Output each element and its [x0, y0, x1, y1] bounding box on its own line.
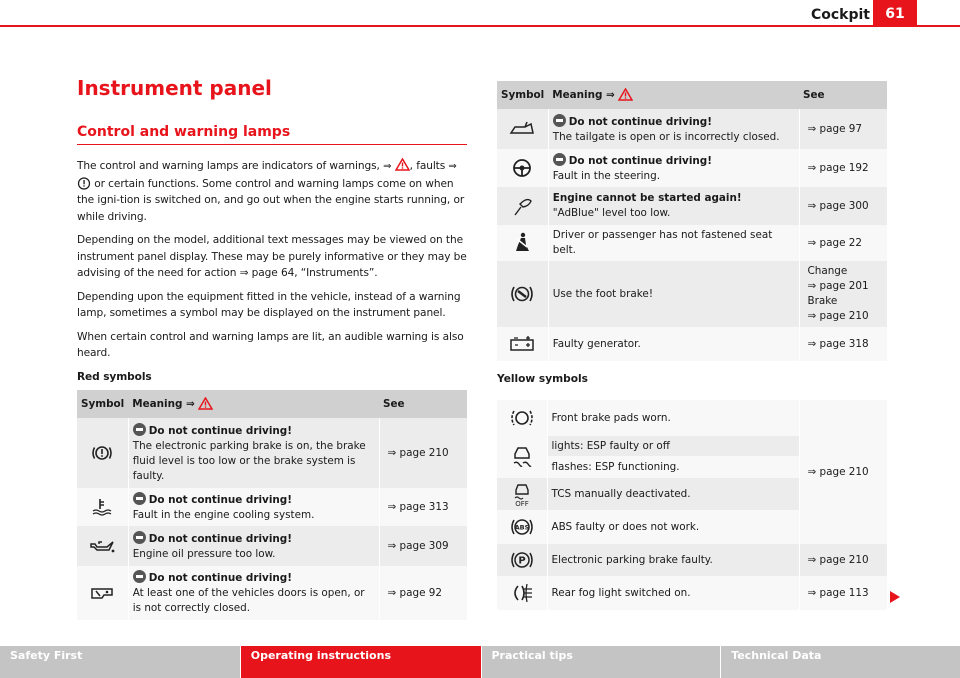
foot-brake-icon — [509, 283, 535, 305]
red-symbols-label: Red symbols — [77, 370, 152, 383]
footer-nav — [0, 646, 960, 678]
col-symbol: Symbol — [497, 81, 548, 109]
footer-tab-technical-data[interactable]: Technical Data — [721, 646, 960, 678]
table-row: Do not continue driving! At least one of the vehicles doors is open, or is not correctly closed. ⇒ page 92 — [77, 566, 467, 620]
page-number: 61 — [873, 0, 917, 27]
intro-paragraph-3: Depending upon the equipment fitted in the vehicle, instead of a warning lamp, sometimes a symbol may be displayed on the instrument panel. — [77, 290, 461, 319]
table-row: Rear fog light switched on. ⇒ page 113 — [497, 576, 887, 610]
table-row: Driver or passenger has not fastened seat belt. ⇒ page 22 — [497, 225, 887, 261]
intro-text — [77, 158, 469, 392]
intro-paragraph-2: Depending on the model, additional text messages may be viewed on the instrument panel display. These may be purely informative or they may be advising of the need for action ⇒ page 64, “Instruments”. — [77, 234, 467, 279]
table-row: Do not continue driving! Engine oil pressure too low. ⇒ page 309 — [77, 526, 467, 566]
col-see: See — [799, 81, 887, 109]
red-symbols-table-right — [497, 81, 887, 361]
table-row: flashes: ESP functioning. — [497, 456, 887, 478]
parking-brake-icon — [509, 549, 535, 571]
footer-tab-safety-first[interactable]: Safety First — [0, 646, 240, 678]
brake-warning-icon — [91, 444, 113, 462]
stop-icon — [133, 531, 146, 544]
stop-icon — [133, 570, 146, 583]
table-row: Do not continue driving! The tailgate is open or is incorrectly closed. ⇒ page 97 — [497, 109, 887, 149]
svg-text:OFF: OFF — [514, 500, 529, 507]
red-symbols-table-left — [77, 390, 467, 620]
esp-icon — [511, 444, 533, 470]
generator-icon — [509, 336, 535, 352]
subsection-title: Control and warning lamps — [77, 124, 291, 140]
stop-icon — [133, 423, 146, 436]
yellow-symbols-table — [497, 400, 887, 610]
door-open-icon — [90, 585, 114, 601]
oil-pressure-icon — [89, 538, 115, 554]
warning-triangle-icon — [395, 158, 410, 171]
header-rule — [0, 25, 960, 27]
table-row: P Electronic parking brake faulty. ⇒ page 210 — [497, 544, 887, 576]
intro-paragraph-4: When certain control and warning lamps are lit, an audible warning is also heard. — [77, 330, 464, 359]
svg-text:P: P — [518, 555, 526, 567]
fault-circle-icon — [77, 177, 91, 190]
steering-icon — [511, 158, 533, 178]
seatbelt-icon — [512, 232, 532, 254]
section-title: Instrument panel — [77, 76, 272, 100]
stop-icon — [553, 153, 566, 166]
svg-text:ABS: ABS — [514, 523, 530, 532]
table-row: Faulty generator. ⇒ page 318 — [497, 327, 887, 361]
table-row: Use the foot brake! Change ⇒ page 201 Brake ⇒ page 210 — [497, 261, 887, 327]
table-header-row — [77, 390, 467, 418]
stop-icon — [133, 492, 146, 505]
table-header-row — [497, 81, 887, 109]
rear-fog-light-icon — [510, 583, 534, 603]
chapter-title: Cockpit — [810, 7, 870, 23]
subsection-rule — [77, 144, 467, 145]
table-row: Do not continue driving! Fault in the engine cooling system. ⇒ page 313 — [77, 488, 467, 526]
table-row: OFF TCS manually deactivated. — [497, 478, 887, 510]
table-row: Engine cannot be started again! "AdBlue" level too low. ⇒ page 300 — [497, 187, 887, 225]
table-row: Do not continue driving! The electronic parking brake is on, the brake fluid level is too low or the brake system is faulty. ⇒ page 210 — [77, 418, 467, 488]
col-see: See — [379, 390, 467, 418]
warning-triangle-icon — [198, 397, 213, 410]
warning-triangle-icon — [618, 88, 633, 101]
footer-tab-operating-instructions[interactable]: Operating instructions — [241, 646, 481, 678]
col-symbol: Symbol — [77, 390, 128, 418]
intro-paragraph-1: The control and warning lamps are indicators of warnings, ⇒ , faults ⇒ or certain functions. Some control and warning lamps come on when the igni-tion is switched on, and go out when the engine starts running, or while driving. — [77, 160, 465, 223]
table-row: Front brake pads worn. ⇒ page 210 — [497, 400, 887, 436]
table-row: lights: ESP faulty or off — [497, 436, 887, 456]
table-row: ABS ABS faulty or does not work. — [497, 510, 887, 544]
tailgate-icon — [509, 121, 535, 137]
footer-tab-practical-tips[interactable]: Practical tips — [482, 646, 721, 678]
yellow-symbols-label: Yellow symbols — [497, 373, 588, 385]
table-row: Do not continue driving! Fault in the steering. ⇒ page 192 — [497, 149, 887, 187]
col-meaning: Meaning ⇒ — [548, 81, 799, 109]
stop-icon — [553, 114, 566, 127]
coolant-icon — [91, 498, 113, 516]
abs-icon — [509, 516, 535, 538]
col-meaning: Meaning ⇒ — [128, 390, 379, 418]
tcs-off-icon — [510, 481, 534, 507]
brake-pads-icon — [510, 408, 534, 428]
adblue-icon — [511, 195, 533, 217]
continue-arrow-icon — [890, 591, 900, 603]
